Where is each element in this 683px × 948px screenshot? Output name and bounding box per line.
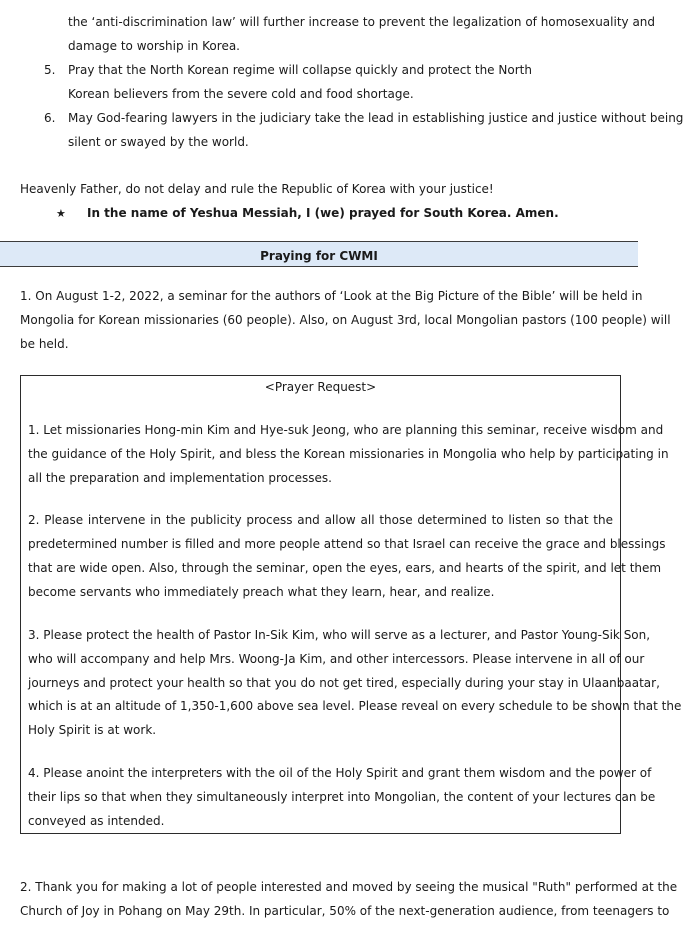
request1-line3: all the preparation and implementation processes. — [28, 471, 332, 485]
request2-line3: that are wide open. Also, through the seminar, open the eyes, ears, and hearts of the spirit, and let them — [28, 561, 662, 575]
item6-number: 6. — [44, 111, 56, 125]
item5-line2: Korean believers from the severe cold and food shortage. — [68, 87, 414, 101]
item1-line3: be held. — [20, 337, 69, 351]
item1-line2: Mongolia for Korean missionaries (60 people). Also, on August 3rd, local Mongolian pastors (100 people) will — [20, 313, 671, 327]
closing-line: Heavenly Father, do not delay and rule the Republic of Korea with your justice! — [20, 182, 494, 196]
item2-line2: Church of Joy in Pohang on May 29th. In particular, 50% of the next-generation audience, from teenagers to — [20, 904, 670, 918]
item6-line2: silent or swayed by the world. — [68, 135, 249, 149]
request1-line1: 1. Let missionaries Hong-min Kim and Hye-suk Jeong, who are planning this seminar, receive wisdom and — [28, 423, 664, 437]
item4-line1: the ‘anti-discrimination law’ will further increase to prevent the legalization of homosexuality and — [68, 15, 656, 29]
item6-line1: May God-fearing lawyers in the judiciary take the lead in establishing justice and justice without being — [68, 111, 683, 125]
request3-line3: journeys and protect your health so that you do not get tired, especially during your stay in Ulaanbaatar, — [28, 676, 660, 690]
request4-line1: 4. Please anoint the interpreters with the oil of the Holy Spirit and grant them wisdom and the power of — [28, 766, 652, 780]
item4-line2: damage to worship in Korea. — [68, 39, 240, 53]
request2-line4: become servants who immediately preach what they learn, hear, and realize. — [28, 585, 495, 599]
amen-line: In the name of Yeshua Messiah, I (we) prayed for South Korea. Amen. — [87, 206, 559, 220]
request3-line4: which is at an altitude of 1,350-1,600 above sea level. Please reveal on every schedule to be shown that the — [28, 699, 682, 713]
request3-line5: Holy Spirit is at work. — [28, 723, 157, 737]
item5-number: 5. — [44, 63, 56, 77]
request1-line2: the guidance of the Holy Spirit, and bless the Korean missionaries in Mongolia who help by participating in — [28, 447, 669, 461]
prayer-request-title: <Prayer Request> — [264, 380, 377, 394]
section-banner — [0, 241, 638, 267]
item1-line1: 1. On August 1-2, 2022, a seminar for the authors of ‘Look at the Big Picture of the Bible’ will be held in — [20, 289, 643, 303]
item2-line1: 2. Thank you for making a lot of people interested and moved by seeing the musical "Ruth" performed at the — [20, 880, 678, 894]
item5-line1: Pray that the North Korean regime will collapse quickly and protect the North — [68, 63, 532, 77]
request3-line1: 3. Please protect the health of Pastor In-Sik Kim, who will serve as a lecturer, and Pastor Young-Sik Son, — [28, 628, 651, 642]
request4-line3: conveyed as intended. — [28, 814, 165, 828]
request2-line1: 2. Please intervene in the publicity process and allow all those determined to listen so that the — [28, 513, 613, 527]
request2-line2: predetermined number is filled and more people attend so that Israel can receive the grace and blessings — [28, 537, 666, 551]
request3-line2: who will accompany and help Mrs. Woong-Ja Kim, and other intercessors. Please intervene in all of our — [28, 652, 645, 666]
request4-line2: their lips so that when they simultaneously interpret into Mongolian, the content of your lectures can be — [28, 790, 656, 804]
section-title: Praying for CWMI — [260, 249, 378, 263]
star-bullet-icon: ★ — [56, 207, 66, 220]
